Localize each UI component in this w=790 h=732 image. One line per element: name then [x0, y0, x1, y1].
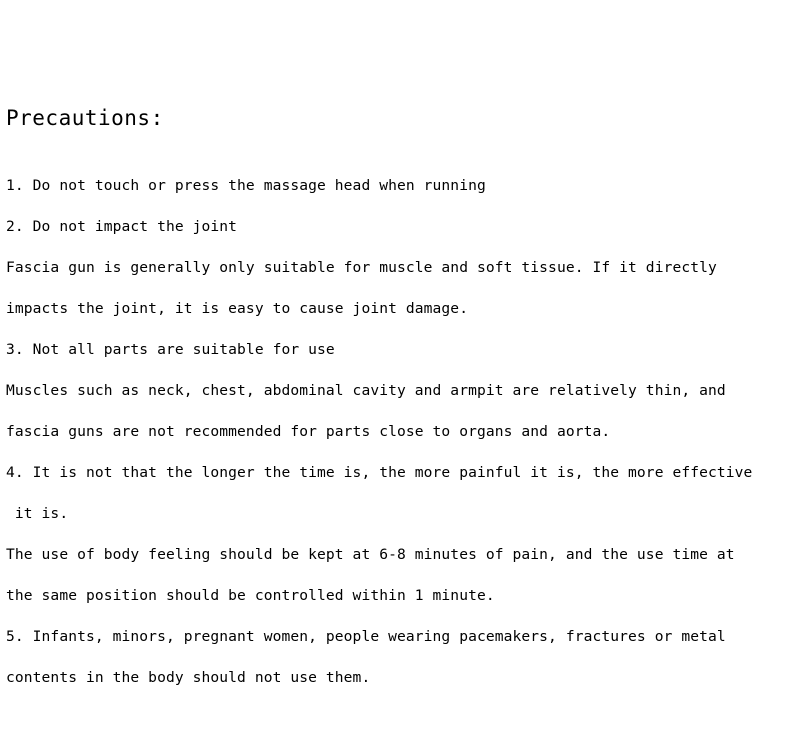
text-line: the same position should be controlled within 1 minute. [6, 587, 495, 604]
text-line: Fascia gun is generally only suitable for muscle and soft tissue. If it directly [6, 259, 717, 276]
text-line: contents in the body should not use them. [6, 669, 371, 686]
text-line: 3. Not all parts are suitable for use [6, 341, 335, 358]
text-line: 2. Do not impact the joint [6, 218, 238, 235]
text-line: The use of body feeling should be kept at 6-8 minutes of pain, and the use time at [6, 546, 735, 563]
text-line: 1. Do not touch or press the massage head when running [6, 177, 486, 194]
text-line: impacts the joint, it is easy to cause joint damage. [6, 300, 469, 317]
text-line: it is. [6, 505, 69, 522]
text-line: fascia guns are not recommended for parts close to organs and aorta. [6, 423, 611, 440]
page-title: Precautions: [6, 106, 164, 130]
text-line: 5. Infants, minors, pregnant women, people wearing pacemakers, fractures or metal [6, 628, 726, 645]
text-line: Muscles such as neck, chest, abdominal cavity and armpit are relatively thin, and [6, 382, 726, 399]
text-line: 4. It is not that the longer the time is, the more painful it is, the more effective [6, 464, 753, 481]
